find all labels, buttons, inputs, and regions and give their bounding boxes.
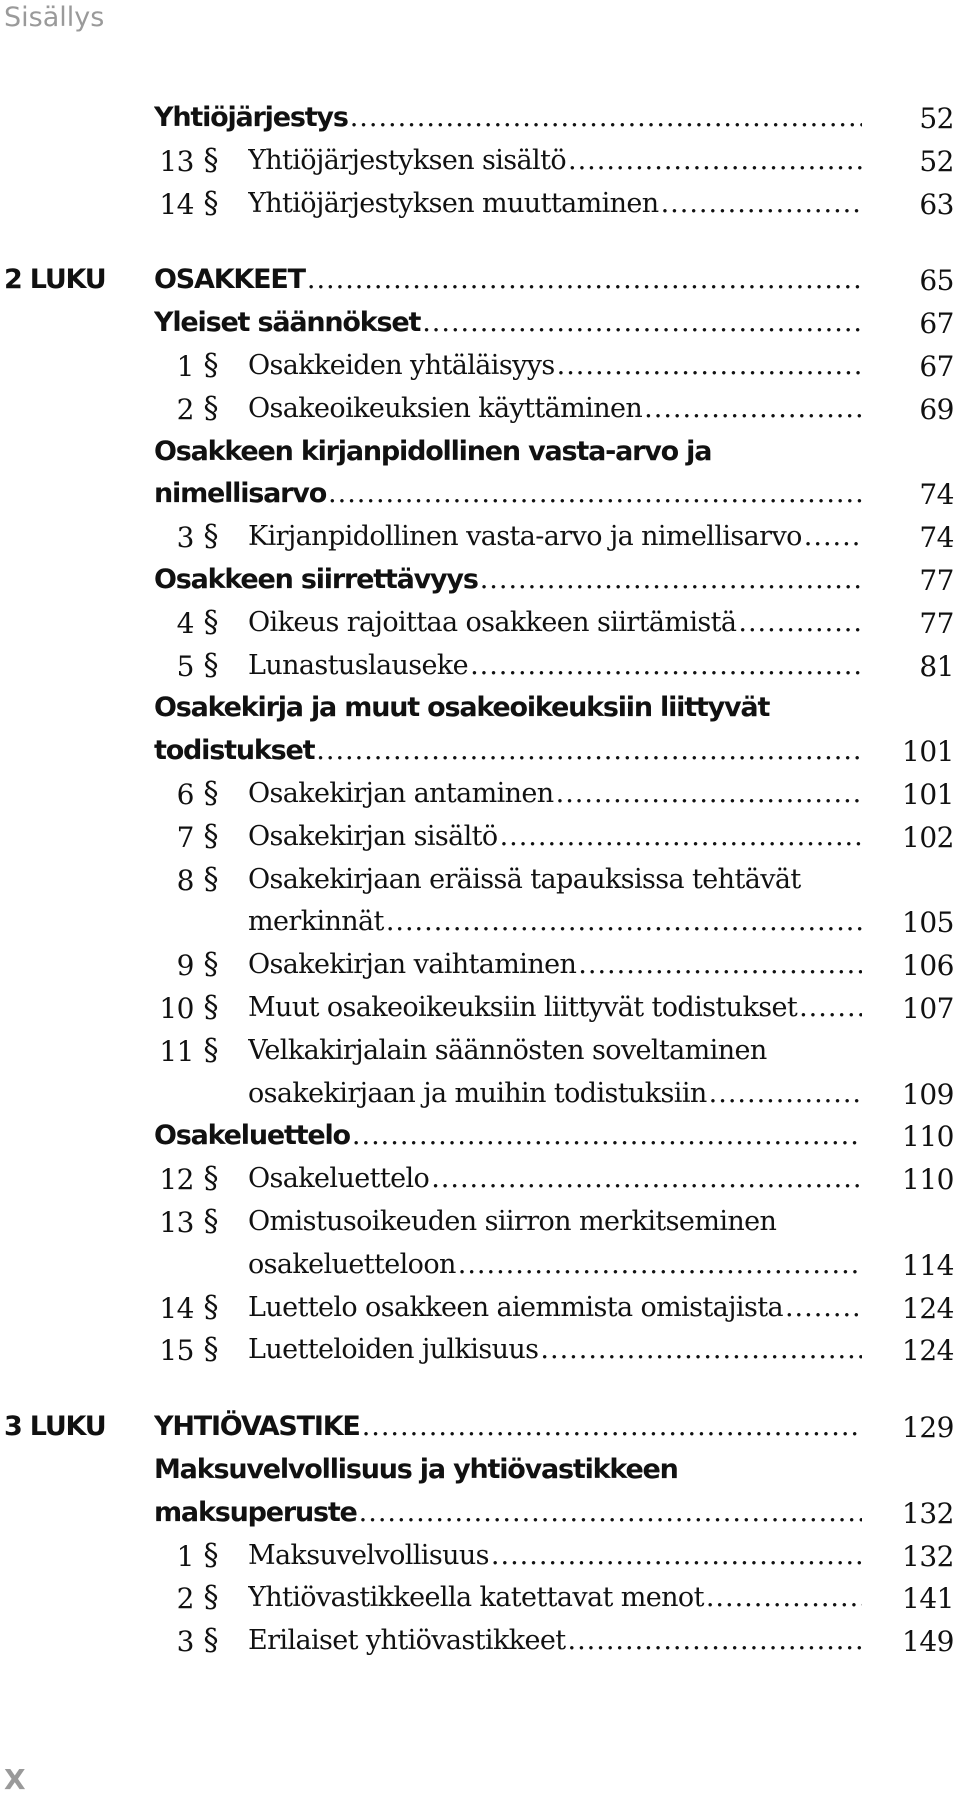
section-number: 15 <box>159 1334 194 1368</box>
section-number: 2 <box>176 392 194 426</box>
page-ref: 77 <box>919 606 954 640</box>
dot-leader <box>785 1286 862 1323</box>
section-sign: § <box>203 1332 219 1368</box>
section-sign: § <box>203 1032 219 1068</box>
toc-entry <box>0 96 960 139</box>
page-ref: 149 <box>902 1625 954 1659</box>
entry-text: Erilaiset yhtiövastikkeet <box>248 1625 566 1657</box>
page-ref: 105 <box>902 906 954 940</box>
toc-entry <box>0 772 960 815</box>
section-sign: § <box>203 1289 219 1325</box>
page-ref: 74 <box>919 521 954 555</box>
section-number: 4 <box>176 606 194 640</box>
section-sign: § <box>203 989 219 1025</box>
page-ref: 107 <box>902 991 954 1025</box>
dot-leader <box>540 1328 862 1365</box>
section-sign: § <box>203 1161 219 1197</box>
entry-text: Osakeoikeuksien käyttäminen <box>248 392 643 424</box>
table-of-contents <box>0 96 960 1662</box>
page-ref: 101 <box>902 777 954 811</box>
toc-entry <box>0 644 960 687</box>
heading-text: Osakkeen kirjanpidollinen vasta-arvo ja <box>154 435 712 467</box>
section-sign: § <box>203 1203 219 1239</box>
toc-entry <box>0 1576 960 1619</box>
section-sign: § <box>203 1580 219 1616</box>
toc-entry <box>0 1072 960 1115</box>
page-ref: 77 <box>919 563 954 597</box>
toc-entry <box>0 430 960 473</box>
toc-entry <box>0 1157 960 1200</box>
section-number: 14 <box>159 1291 194 1325</box>
section-number: 3 <box>176 1625 194 1659</box>
heading-text: OSAKKEET <box>154 264 305 296</box>
toc-entry <box>0 1286 960 1329</box>
page-ref: 65 <box>919 264 954 298</box>
dot-leader <box>359 1491 862 1528</box>
heading-text: Yhtiöjärjestys <box>154 102 348 133</box>
dot-leader <box>709 1072 862 1109</box>
page-number: X <box>4 1763 26 1796</box>
page-ref: 141 <box>902 1582 954 1616</box>
toc-entry <box>0 986 960 1029</box>
section-number: 2 <box>176 1582 194 1616</box>
heading-text: Yleiset säännökset <box>154 307 421 339</box>
dot-leader <box>661 182 862 219</box>
section-number: 13 <box>159 144 194 178</box>
toc-entry <box>0 558 960 601</box>
page-ref: 52 <box>919 102 954 135</box>
toc-entry <box>0 1405 960 1448</box>
dot-leader <box>328 472 862 509</box>
section-number: 5 <box>176 649 194 683</box>
page-ref: 132 <box>902 1496 954 1530</box>
entry-text: Osakekirjan sisältö <box>248 820 498 852</box>
heading-text: maksuperuste <box>154 1496 357 1528</box>
section-number: 11 <box>159 1034 194 1068</box>
dot-leader <box>350 96 862 133</box>
entry-text: merkinnät <box>248 906 384 938</box>
entry-text: Yhtiöjärjestyksen muuttaminen <box>248 187 659 219</box>
page-ref: 110 <box>902 1120 954 1154</box>
section-sign: § <box>203 947 219 983</box>
entry-text: Osakekirjaan eräissä tapauksissa tehtävät <box>248 863 801 895</box>
toc-entry <box>0 601 960 644</box>
page-ref: 74 <box>919 478 954 512</box>
page-ref: 109 <box>902 1077 954 1111</box>
page-ref: 132 <box>902 1539 954 1573</box>
section-number: 8 <box>176 863 194 897</box>
toc-entry <box>0 515 960 558</box>
entry-text: Yhtiövastikkeella katettavat menot <box>248 1582 704 1614</box>
toc-entry <box>0 729 960 772</box>
dot-leader <box>706 1576 862 1613</box>
entry-text: Yhtiöjärjestyksen sisältö <box>248 144 566 176</box>
page-ref: 67 <box>919 349 954 383</box>
entry-text: osakekirjaan ja muihin todistuksiin <box>248 1077 707 1109</box>
page-ref: 81 <box>919 649 954 683</box>
entry-text: Osakkeiden yhtäläisyys <box>248 349 555 381</box>
toc-entry <box>0 943 960 986</box>
dot-leader <box>307 258 862 295</box>
toc-entry <box>0 686 960 729</box>
running-header: Sisällys <box>4 2 105 33</box>
chapter-label: 3 LUKU <box>4 1411 106 1443</box>
toc-entry <box>0 1619 960 1662</box>
entry-text: osakeluetteloon <box>248 1248 456 1280</box>
toc-entry <box>0 1200 960 1243</box>
dot-leader <box>386 900 862 937</box>
toc-entry <box>0 139 960 182</box>
heading-text: nimellisarvo <box>154 478 327 510</box>
toc-entry <box>0 1114 960 1157</box>
entry-text: Osakekirjan antaminen <box>248 777 554 809</box>
toc-entry <box>0 344 960 387</box>
page-ref: 106 <box>902 949 954 983</box>
page-ref: 102 <box>902 820 954 854</box>
section-number: 7 <box>176 820 194 854</box>
section-number: 13 <box>159 1205 194 1239</box>
toc-entry <box>0 900 960 943</box>
toc-entry <box>0 1029 960 1072</box>
toc-entry <box>0 258 960 301</box>
toc-entry <box>0 472 960 515</box>
section-sign: § <box>203 861 219 897</box>
entry-text: Osakeluettelo <box>248 1163 430 1195</box>
page-ref: 124 <box>902 1291 954 1325</box>
heading-text: Osakeluettelo <box>154 1120 350 1152</box>
entry-text: Velkakirjalain säännösten soveltaminen <box>248 1034 767 1066</box>
entry-text: Oikeus rajoittaa osakkeen siirtämistä <box>248 606 737 638</box>
section-sign: § <box>203 818 219 854</box>
entry-text: Maksuvelvollisuus <box>248 1539 489 1571</box>
dot-leader <box>556 772 862 809</box>
section-sign: § <box>203 142 219 178</box>
page-ref: 52 <box>919 144 954 178</box>
dot-leader <box>480 558 862 595</box>
dot-leader <box>352 1114 862 1151</box>
toc-entry <box>0 1534 960 1577</box>
heading-text: todistukset <box>154 735 315 767</box>
dot-leader <box>431 1157 862 1194</box>
entry-text: Muut osakeoikeuksiin liittyvät todistukset <box>248 991 798 1023</box>
section-number: 6 <box>176 777 194 811</box>
section-sign: § <box>203 775 219 811</box>
dot-leader <box>362 1405 862 1442</box>
dot-leader <box>557 344 862 381</box>
toc-entry <box>0 1243 960 1286</box>
page-ref: 110 <box>902 1163 954 1197</box>
dot-leader <box>568 139 862 176</box>
dot-leader <box>500 815 862 852</box>
page-ref: 124 <box>902 1334 954 1368</box>
toc-entry <box>0 815 960 858</box>
page-ref: 101 <box>902 735 954 769</box>
entry-text: Luettelo osakkeen aiemmista omistajista <box>248 1291 783 1323</box>
section-number: 3 <box>176 521 194 555</box>
entry-text: Lunastuslauseke <box>248 649 469 681</box>
section-number: 1 <box>176 349 194 383</box>
section-number: 1 <box>176 1539 194 1573</box>
entry-text: Luetteloiden julkisuus <box>248 1334 539 1366</box>
section-number: 12 <box>159 1163 194 1197</box>
dot-leader <box>568 1619 863 1656</box>
heading-text: Osakkeen siirrettävyys <box>154 563 478 595</box>
toc-entry <box>0 301 960 344</box>
section-sign: § <box>203 519 219 555</box>
section-number: 10 <box>159 991 194 1025</box>
section-sign: § <box>203 1537 219 1573</box>
toc-entry <box>0 1328 960 1371</box>
page-ref: 69 <box>919 392 954 426</box>
page-ref: 67 <box>919 307 954 341</box>
page-ref: 63 <box>919 187 954 221</box>
section-sign: § <box>203 647 219 683</box>
heading-text: Maksuvelvollisuus ja yhtiövastikkeen <box>154 1453 678 1485</box>
toc-entry <box>0 387 960 430</box>
section-sign: § <box>203 1623 219 1659</box>
section-number: 9 <box>176 949 194 983</box>
dot-leader <box>422 301 862 338</box>
chapter-label: 2 LUKU <box>4 264 106 296</box>
heading-text: YHTIÖVASTIKE <box>154 1411 360 1443</box>
section-sign: § <box>203 390 219 426</box>
dot-leader <box>316 729 862 766</box>
page-ref: 129 <box>902 1411 954 1445</box>
section-sign: § <box>203 604 219 640</box>
section-number: 14 <box>159 187 194 221</box>
dot-leader <box>644 387 862 424</box>
toc-entry <box>0 1491 960 1534</box>
entry-text: Omistusoikeuden siirron merkitseminen <box>248 1205 777 1237</box>
section-sign: § <box>203 185 219 221</box>
toc-entry <box>0 858 960 901</box>
entry-text: Kirjanpidollinen vasta-arvo ja nimellisarvo <box>248 521 802 553</box>
toc-entry <box>0 182 960 225</box>
page-ref: 114 <box>902 1248 954 1282</box>
heading-text: Osakekirja ja muut osakeoikeuksiin liittyvät <box>154 692 770 724</box>
dot-leader <box>578 943 862 980</box>
dot-leader <box>470 644 862 681</box>
dot-leader <box>799 986 862 1023</box>
toc-entry <box>0 1448 960 1491</box>
entry-text: Osakekirjan vaihtaminen <box>248 949 577 981</box>
dot-leader <box>491 1534 862 1571</box>
dot-leader <box>458 1243 862 1280</box>
section-sign: § <box>203 347 219 383</box>
dot-leader <box>738 601 862 638</box>
dot-leader <box>804 515 862 552</box>
